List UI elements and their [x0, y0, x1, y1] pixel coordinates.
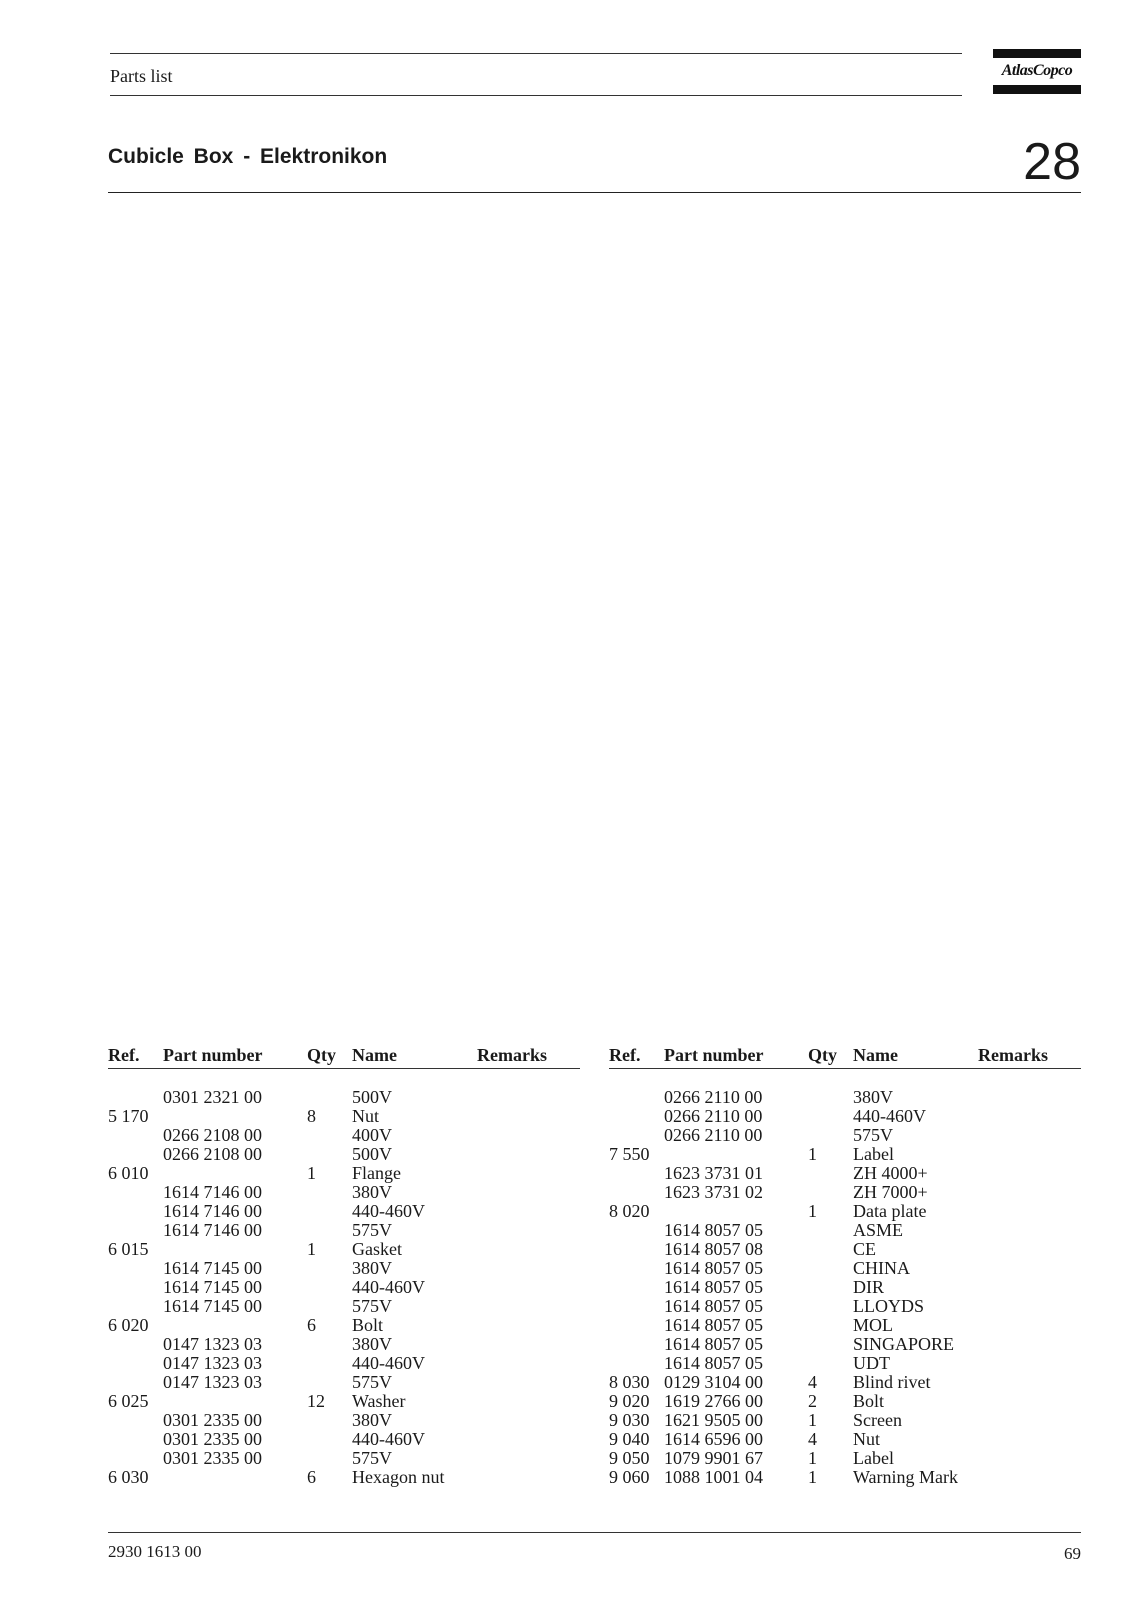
cell-name: 500V — [352, 1087, 392, 1107]
cell-part-number: 1614 8057 05 — [664, 1277, 763, 1297]
cell-name: 380V — [352, 1182, 392, 1202]
footer-rule — [108, 1532, 1081, 1533]
table-row — [108, 1373, 580, 1392]
table-row — [609, 1164, 1081, 1183]
cell-name: LLOYDS — [853, 1296, 924, 1316]
cell-part-number: 1614 8057 05 — [664, 1258, 763, 1278]
footer-doc-number: 2930 1613 00 — [108, 1542, 202, 1561]
cell-name: SINGAPORE — [853, 1334, 955, 1354]
cell-name: 380V — [352, 1334, 392, 1354]
cell-name: Bolt — [853, 1391, 885, 1411]
cell-ref: 9 060 — [609, 1467, 650, 1487]
cell-name: Label — [853, 1448, 894, 1468]
cell-qty: 8 — [307, 1106, 316, 1126]
cell-name: 575V — [352, 1448, 392, 1468]
col-qty: Qty — [307, 1045, 336, 1065]
atlas-copco-logo — [993, 49, 1081, 94]
cell-part-number: 1614 7146 00 — [163, 1201, 262, 1221]
section-number: 28 — [1023, 133, 1081, 191]
cell-name: 575V — [352, 1372, 392, 1392]
logo-bar-bottom — [993, 85, 1081, 94]
cell-part-number: 1614 7145 00 — [163, 1277, 262, 1297]
table-row — [108, 1240, 580, 1259]
cell-ref: 6 015 — [108, 1239, 149, 1259]
table-header — [108, 1044, 580, 1069]
cell-part-number: 0266 2110 00 — [664, 1125, 763, 1145]
cell-part-number: 0301 2335 00 — [163, 1448, 262, 1468]
table-body — [609, 1088, 1081, 1487]
cell-name: DIR — [853, 1277, 884, 1297]
table-row — [108, 1145, 580, 1164]
table-row — [609, 1145, 1081, 1164]
cell-name: Nut — [853, 1429, 880, 1449]
cell-part-number: 0266 2110 00 — [664, 1106, 763, 1126]
logo-wordmark: AtlasCopco — [1001, 62, 1073, 79]
cell-part-number: 1614 8057 05 — [664, 1220, 763, 1240]
table-row — [108, 1335, 580, 1354]
table-row — [108, 1297, 580, 1316]
cell-name: Blind rivet — [853, 1372, 931, 1392]
cell-part-number: 0147 1323 03 — [163, 1372, 262, 1392]
table-row — [108, 1183, 580, 1202]
col-qty: Qty — [808, 1045, 837, 1065]
cell-part-number: 0266 2110 00 — [664, 1087, 763, 1107]
col-remarks: Remarks — [477, 1045, 547, 1065]
table-row — [609, 1297, 1081, 1316]
table-row — [108, 1316, 580, 1335]
cell-name: Hexagon nut — [352, 1467, 445, 1487]
cell-part-number: 1614 8057 05 — [664, 1334, 763, 1354]
col-part-number: Part number — [163, 1045, 263, 1065]
header-rule-bottom — [110, 95, 962, 96]
table-row — [108, 1449, 580, 1468]
logo-bar-top — [993, 49, 1081, 58]
cell-qty: 1 — [307, 1163, 316, 1183]
table-row — [108, 1411, 580, 1430]
cell-name: 440-460V — [352, 1201, 425, 1221]
cell-name: MOL — [853, 1315, 893, 1335]
cell-name: Label — [853, 1144, 894, 1164]
table-row — [609, 1430, 1081, 1449]
cell-qty: 4 — [808, 1372, 817, 1392]
cell-qty: 1 — [307, 1239, 316, 1259]
cell-name: ZH 4000+ — [853, 1163, 928, 1183]
table-row — [108, 1392, 580, 1411]
cell-name: 380V — [853, 1087, 893, 1107]
cell-part-number: 0301 2335 00 — [163, 1429, 262, 1449]
table-row — [108, 1088, 580, 1107]
cell-ref: 9 040 — [609, 1429, 650, 1449]
col-ref: Ref. — [108, 1045, 140, 1065]
table-body — [108, 1088, 580, 1487]
table-row — [108, 1164, 580, 1183]
col-ref: Ref. — [609, 1045, 641, 1065]
cell-name: ZH 7000+ — [853, 1182, 928, 1202]
table-row — [609, 1183, 1081, 1202]
cell-ref: 6 025 — [108, 1391, 149, 1411]
cell-part-number: 1623 3731 02 — [664, 1182, 763, 1202]
table-row — [609, 1468, 1081, 1487]
cell-ref: 9 050 — [609, 1448, 650, 1468]
cell-name: 440-460V — [352, 1353, 425, 1373]
cell-part-number: 1079 9901 67 — [664, 1448, 763, 1468]
cell-part-number: 0147 1323 03 — [163, 1334, 262, 1354]
table-row — [108, 1278, 580, 1297]
cell-ref: 8 030 — [609, 1372, 650, 1392]
cell-name: 575V — [352, 1296, 392, 1316]
cell-name: 440-460V — [352, 1277, 425, 1297]
cell-part-number: 1614 7145 00 — [163, 1258, 262, 1278]
cell-qty: 6 — [307, 1467, 316, 1487]
cell-name: Washer — [352, 1391, 406, 1411]
cell-name: CHINA — [853, 1258, 910, 1278]
table-row — [609, 1278, 1081, 1297]
table-row — [609, 1221, 1081, 1240]
table-row — [609, 1392, 1081, 1411]
footer-page-number: 69 — [1064, 1544, 1081, 1563]
cell-part-number: 0129 3104 00 — [664, 1372, 763, 1392]
cell-qty: 1 — [808, 1467, 817, 1487]
cell-part-number: 1614 7145 00 — [163, 1296, 262, 1316]
parts-table-right — [609, 1044, 1081, 1487]
col-remarks: Remarks — [978, 1045, 1048, 1065]
cell-qty: 12 — [307, 1391, 325, 1411]
cell-qty: 6 — [307, 1315, 316, 1335]
cell-ref: 8 020 — [609, 1201, 650, 1221]
table-row — [609, 1373, 1081, 1392]
table-row — [609, 1449, 1081, 1468]
cell-part-number: 1614 8057 08 — [664, 1239, 763, 1259]
cell-part-number: 1619 2766 00 — [664, 1391, 763, 1411]
cell-part-number: 0147 1323 03 — [163, 1353, 262, 1373]
cell-name: 440-460V — [853, 1106, 926, 1126]
cell-part-number: 1614 6596 00 — [664, 1429, 763, 1449]
cell-ref: 5 170 — [108, 1106, 149, 1126]
cell-name: UDT — [853, 1353, 890, 1373]
table-row — [108, 1221, 580, 1240]
parts-table-left — [108, 1044, 580, 1487]
table-row — [108, 1202, 580, 1221]
table-row — [609, 1259, 1081, 1278]
cell-name: Gasket — [352, 1239, 402, 1259]
title-rule — [108, 192, 1081, 193]
cell-name: 380V — [352, 1258, 392, 1278]
col-name: Name — [352, 1045, 397, 1065]
table-row — [108, 1354, 580, 1373]
table-row — [108, 1259, 580, 1278]
cell-name: 440-460V — [352, 1429, 425, 1449]
page-title: Cubicle Box - Elektronikon — [108, 145, 388, 168]
cell-ref: 6 030 — [108, 1467, 149, 1487]
header-label: Parts list — [110, 66, 173, 86]
cell-name: 380V — [352, 1410, 392, 1430]
table-header — [609, 1044, 1081, 1069]
table-row — [108, 1430, 580, 1449]
cell-name: 400V — [352, 1125, 392, 1145]
cell-name: Bolt — [352, 1315, 384, 1335]
cell-name: 575V — [853, 1125, 893, 1145]
cell-name: 500V — [352, 1144, 392, 1164]
cell-ref: 9 020 — [609, 1391, 650, 1411]
table-row — [609, 1088, 1081, 1107]
cell-part-number: 1614 7146 00 — [163, 1182, 262, 1202]
cell-qty: 1 — [808, 1410, 817, 1430]
cell-part-number: 0301 2335 00 — [163, 1410, 262, 1430]
cell-qty: 1 — [808, 1448, 817, 1468]
cell-part-number: 1623 3731 01 — [664, 1163, 763, 1183]
cell-ref: 6 020 — [108, 1315, 149, 1335]
cell-part-number: 1621 9505 00 — [664, 1410, 763, 1430]
table-row — [108, 1468, 580, 1487]
table-row — [108, 1126, 580, 1145]
cell-part-number: 1614 7146 00 — [163, 1220, 262, 1240]
cell-qty: 1 — [808, 1201, 817, 1221]
cell-qty: 4 — [808, 1429, 817, 1449]
table-row — [609, 1202, 1081, 1221]
cell-name: Data plate — [853, 1201, 927, 1221]
cell-part-number: 0266 2108 00 — [163, 1125, 262, 1145]
col-name: Name — [853, 1045, 898, 1065]
table-row — [108, 1107, 580, 1126]
table-row — [609, 1240, 1081, 1259]
cell-part-number: 1614 8057 05 — [664, 1353, 763, 1373]
table-row — [609, 1107, 1081, 1126]
header-rule-top — [110, 53, 962, 54]
cell-name: ASME — [853, 1220, 904, 1240]
cell-name: CE — [853, 1239, 877, 1259]
col-part-number: Part number — [664, 1045, 764, 1065]
cell-ref: 6 010 — [108, 1163, 149, 1183]
cell-qty: 2 — [808, 1391, 817, 1411]
table-row — [609, 1411, 1081, 1430]
cell-name: 575V — [352, 1220, 392, 1240]
cell-name: Warning Mark — [853, 1467, 959, 1487]
cell-name: Nut — [352, 1106, 379, 1126]
cell-ref: 7 550 — [609, 1144, 650, 1164]
cell-part-number: 0301 2321 00 — [163, 1087, 262, 1107]
cell-part-number: 1088 1001 04 — [664, 1467, 763, 1487]
cell-qty: 1 — [808, 1144, 817, 1164]
table-row — [609, 1335, 1081, 1354]
cell-part-number: 1614 8057 05 — [664, 1315, 763, 1335]
table-row — [609, 1354, 1081, 1373]
table-row — [609, 1126, 1081, 1145]
table-row — [609, 1316, 1081, 1335]
cell-name: Screen — [853, 1410, 902, 1430]
cell-ref: 9 030 — [609, 1410, 650, 1430]
cell-part-number: 1614 8057 05 — [664, 1296, 763, 1316]
cell-part-number: 0266 2108 00 — [163, 1144, 262, 1164]
cell-name: Flange — [352, 1163, 401, 1183]
